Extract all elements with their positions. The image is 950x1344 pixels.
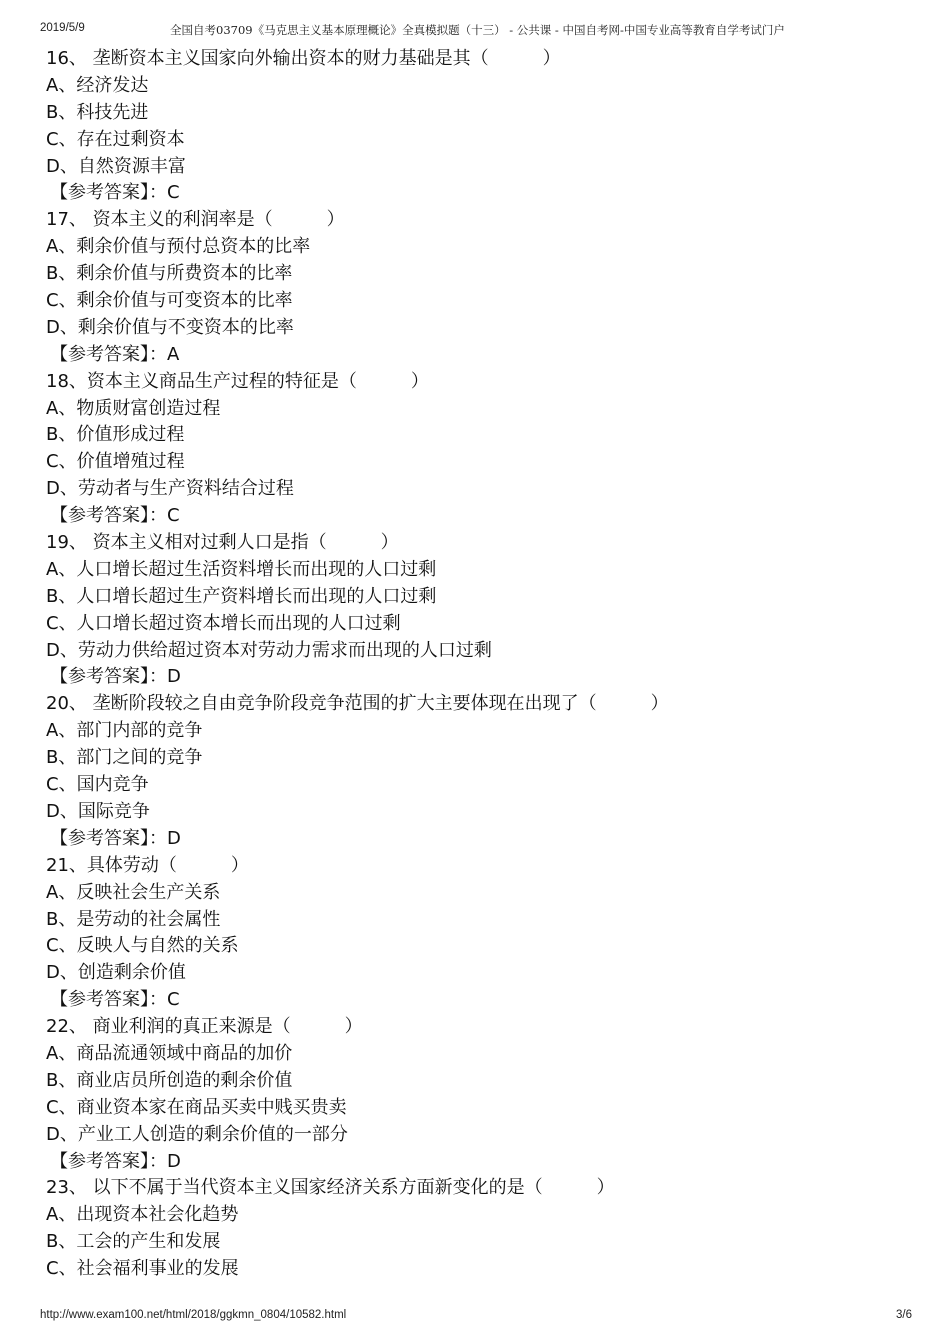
answer-option: D、劳动者与生产资料结合过程 <box>46 478 294 500</box>
answer-option: C、存在过剩资本 <box>46 128 185 150</box>
question-text: 18、资本主义商品生产过程的特征是（ ） <box>46 370 429 392</box>
print-page-title: 全国自考03709《马克思主义基本原理概论》全真模拟题（十三） - 公共课 - 中国自考网-中国专业高等教育自学考试门户 <box>170 23 785 37</box>
print-date: 2019/5/9 <box>40 22 85 34</box>
answer-option: D、国际竞争 <box>46 800 150 822</box>
question-text: 22、 商业利润的真正来源是（ ） <box>46 1016 363 1038</box>
answer-option: B、工会的产生和发展 <box>46 1231 221 1253</box>
question-block <box>46 1014 906 1175</box>
answer-option: C、反映人与自然的关系 <box>46 935 239 957</box>
answer-option: B、价值形成过程 <box>46 424 185 446</box>
question-block <box>46 853 906 1014</box>
question-text: 16、 垄断资本主义国家向外输出资本的财力基础是其（ ） <box>46 48 561 69</box>
answer-option: B、是劳动的社会属性 <box>46 908 221 930</box>
answer-option: D、劳动力供给超过资本对劳动力需求而出现的人口过剩 <box>46 639 492 661</box>
answer-option: D、剩余价值与不变资本的比率 <box>46 316 294 338</box>
answer-option: B、科技先进 <box>46 101 149 123</box>
question-block <box>46 530 906 691</box>
reference-answer: 【参考答案】：A <box>50 343 180 365</box>
answer-option: A、出现资本社会化趋势 <box>46 1204 239 1226</box>
page-number: 3/6 <box>896 1309 912 1321</box>
question-block <box>46 207 906 368</box>
answer-option: A、剩余价值与预付总资本的比率 <box>46 236 311 258</box>
question-list <box>46 46 906 1283</box>
answer-option: A、人口增长超过生活资料增长而出现的人口过剩 <box>46 558 437 580</box>
question-text: 23、 以下不属于当代资本主义国家经济关系方面新变化的是（ ） <box>46 1177 615 1199</box>
question-text: 21、具体劳动（ ） <box>46 854 249 876</box>
question-block <box>46 1175 906 1283</box>
print-footer <box>40 1309 912 1325</box>
answer-option: C、人口增长超过资本增长而出现的人口过剩 <box>46 612 401 634</box>
reference-answer: 【参考答案】：C <box>50 505 180 527</box>
reference-answer: 【参考答案】：D <box>50 1150 181 1172</box>
reference-answer: 【参考答案】：D <box>50 666 181 688</box>
reference-answer: 【参考答案】：D <box>50 827 181 849</box>
question-text: 19、 资本主义相对过剩人口是指（ ） <box>46 532 399 554</box>
print-url: http://www.exam100.net/html/2018/ggkmn_0804/10582.html <box>40 1309 347 1321</box>
reference-answer: 【参考答案】：C <box>50 182 180 204</box>
answer-option: B、剩余价值与所费资本的比率 <box>46 263 293 285</box>
answer-option: C、剩余价值与可变资本的比率 <box>46 290 293 312</box>
answer-option: B、人口增长超过生产资料增长而出现的人口过剩 <box>46 585 437 607</box>
answer-option: D、自然资源丰富 <box>46 155 186 177</box>
answer-option: A、经济发达 <box>46 74 149 96</box>
answer-option: C、价值增殖过程 <box>46 451 185 473</box>
answer-option: D、产业工人创造的剩余价值的一部分 <box>46 1123 348 1145</box>
answer-option: C、社会福利事业的发展 <box>46 1258 239 1280</box>
reference-answer: 【参考答案】：C <box>50 989 180 1011</box>
answer-option: B、部门之间的竞争 <box>46 747 203 769</box>
question-block <box>46 691 906 852</box>
answer-option: B、商业店员所创造的剩余价值 <box>46 1069 293 1091</box>
answer-option: A、商品流通领域中商品的加价 <box>46 1042 293 1064</box>
question-block <box>46 46 906 207</box>
answer-option: C、国内竞争 <box>46 774 149 796</box>
answer-option: D、创造剩余价值 <box>46 962 186 984</box>
answer-option: A、部门内部的竞争 <box>46 720 203 742</box>
question-text: 17、 资本主义的利润率是（ ） <box>46 209 345 231</box>
answer-option: A、反映社会生产关系 <box>46 881 221 903</box>
question-text: 20、 垄断阶段较之自由竞争阶段竞争范围的扩大主要体现在出现了（ ） <box>46 693 669 715</box>
question-block <box>46 369 906 530</box>
answer-option: C、商业资本家在商品买卖中贱买贵卖 <box>46 1096 347 1118</box>
answer-option: A、物质财富创造过程 <box>46 397 221 419</box>
print-header <box>40 22 920 38</box>
